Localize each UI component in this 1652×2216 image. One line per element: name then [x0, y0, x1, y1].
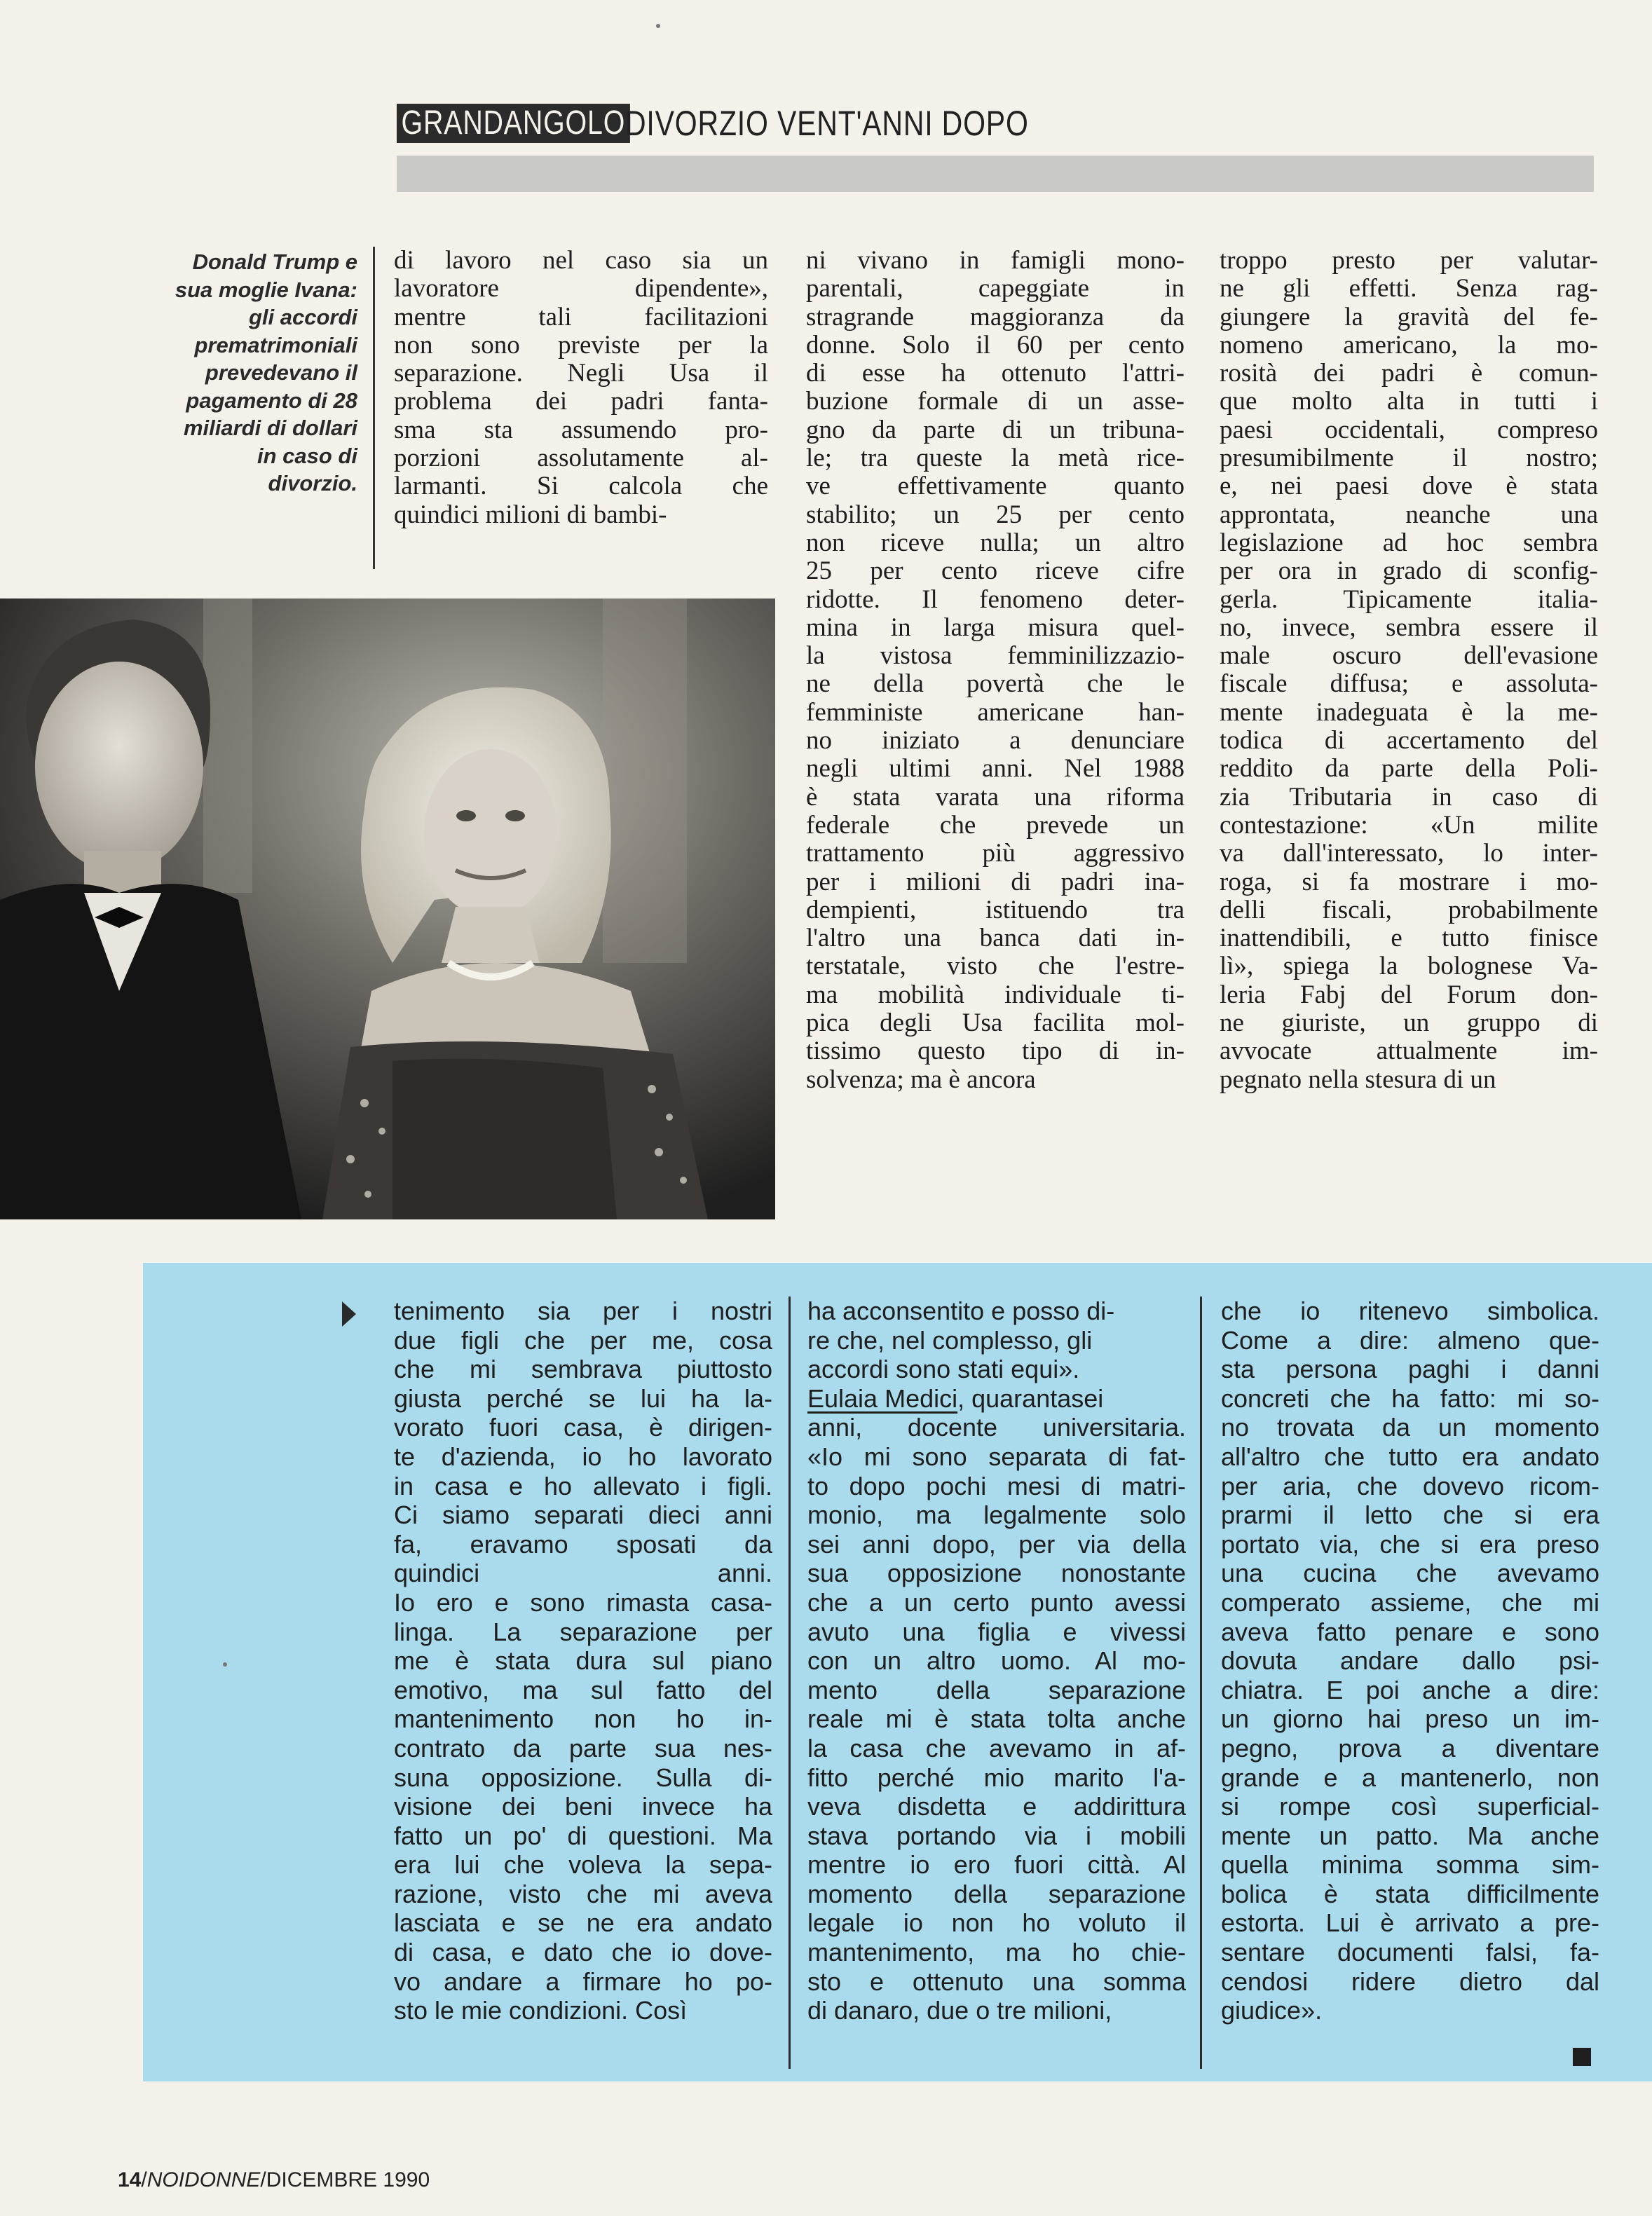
interview-line: contrato da parte sua nes-	[394, 1733, 772, 1763]
caption-line: pagamento di 28	[186, 388, 357, 413]
speaker-name: Eulaia Medici	[807, 1383, 958, 1413]
photo-icon	[0, 599, 775, 1219]
article-line: ne gli effetti. Senza rag-	[1220, 275, 1598, 303]
article-line: roga, si fa mostrare i mo-	[1220, 868, 1598, 896]
article-line: reddito da parte della Poli-	[1220, 755, 1598, 784]
article-line: troppo presto per valutar-	[1220, 247, 1598, 275]
article-line: stragrande maggioranza da	[806, 303, 1185, 331]
interview-line: giudice».	[1221, 1996, 1323, 2025]
interview-line: stava portando via i mobili	[807, 1821, 1186, 1850]
article-line: gno da parte di un tribuna-	[806, 416, 1185, 444]
photo-caption	[105, 248, 357, 498]
speaker-description: , quarantasei	[957, 1383, 1104, 1413]
article-line: trattamento più aggressivo	[806, 840, 1185, 868]
article-column-1	[394, 247, 768, 529]
caption-line: prevedevano il	[205, 360, 357, 385]
page-number: 14	[118, 2168, 142, 2191]
article-line: inattendibili, e tutto finisce	[1220, 924, 1598, 953]
article-line: giungere la gravità del fe-	[1220, 303, 1598, 331]
article-line: legislazione ad hoc sembra	[1220, 528, 1598, 557]
article-line: porzioni assolutamente al-	[394, 444, 768, 473]
caption-line: divorzio.	[268, 471, 357, 495]
section-tag: GRANDANGOLO	[397, 104, 630, 143]
interview-line: Io ero e sono rimasta casa-	[394, 1587, 772, 1617]
interview-line: vo andare a firmare ho po-	[394, 1967, 772, 1996]
article-line: ne della povertà che le	[806, 670, 1185, 699]
interview-line: che io ritenevo simbolica.	[1221, 1297, 1599, 1325]
article-line: ve effettivamente quanto	[806, 472, 1185, 501]
interview-line: tenimento sia per i nostri	[394, 1297, 772, 1325]
article-line: le; tra queste la metà rice-	[806, 444, 1185, 473]
article-line: presumibilmente il nostro;	[1220, 444, 1598, 473]
arrow-right-icon	[342, 1301, 356, 1327]
article-line: la vistosa femminilizzazio-	[806, 642, 1185, 671]
interview-line: fatto un po' di questioni. Ma	[394, 1821, 772, 1850]
interview-line: momento della separazione	[807, 1879, 1186, 1908]
column-rule	[789, 1297, 791, 2069]
interview-column-2	[807, 1297, 1186, 2025]
photo	[0, 599, 775, 1219]
interview-line: era lui che voleva la sepa-	[394, 1850, 772, 1880]
interview-line: mantenimento, ma ho chie-	[807, 1938, 1186, 1967]
interview-line: giusta perché se lui ha la-	[394, 1383, 772, 1413]
article-line: problema dei padri fanta-	[394, 388, 768, 416]
article-line: negli ultimi anni. Nel 1988	[806, 755, 1185, 784]
article-line: que molto alta in tutti i	[1220, 388, 1598, 416]
interview-line: una cucina che avevamo	[1221, 1559, 1599, 1588]
interview-line: la casa che avevamo in af-	[807, 1733, 1186, 1763]
interview-line: quella minima somma sim-	[1221, 1850, 1599, 1880]
article-line: delli fiscali, probabilmente	[1220, 896, 1598, 924]
interview-line: con un altro uomo. Al mo-	[807, 1646, 1186, 1676]
interview-line: due figli che per me, cosa	[394, 1325, 772, 1355]
article-line: contestazione: «Un milite	[1220, 811, 1598, 840]
column-rule	[1200, 1297, 1202, 2069]
article-line: per i milioni di padri ina-	[806, 868, 1185, 896]
interview-line: sta persona paghi i danni	[1221, 1355, 1599, 1384]
speck	[656, 24, 660, 28]
interview-line: chiatra. E poi anche a dire:	[1221, 1675, 1599, 1704]
article-line: è stata varata una riforma	[806, 783, 1185, 812]
interview-line: «Io mi sono separata di fat-	[807, 1442, 1186, 1471]
article-line: mente inadeguata è la me-	[1220, 698, 1598, 727]
article-line: no, invece, sembra essere il	[1220, 613, 1598, 642]
interview-line: portato via, che si era preso	[1221, 1529, 1599, 1559]
interview-line: veva disdetta e addirittura	[807, 1792, 1186, 1821]
article-line: stabilito; un 25 per cento	[806, 500, 1185, 529]
interview-line: si rompe così superficial-	[1221, 1792, 1599, 1821]
interview-line: razione, visto che mi aveva	[394, 1879, 772, 1908]
article-line: pica degli Usa facilita mol-	[806, 1009, 1185, 1038]
article-line: male oscuro dell'evasione	[1220, 642, 1598, 671]
interview-line: cendosi ridere dietro dal	[1221, 1967, 1599, 1996]
interview-line: prarmi il letto che si era	[1221, 1500, 1599, 1530]
article-line: gerla. Tipicamente italia-	[1220, 585, 1598, 614]
article-line: fiscale diffusa; e assoluta-	[1220, 670, 1598, 699]
article-line: solvenza; ma è ancora	[806, 1065, 1036, 1094]
caption-line: Donald Trump e	[192, 249, 357, 274]
interview-line: no trovata da un momento	[1221, 1413, 1599, 1442]
article-line: ne giuriste, un gruppo di	[1220, 1009, 1598, 1038]
article-line: di esse ha ottenuto l'attri-	[806, 360, 1185, 388]
interview-line: lasciata e se ne era andato	[394, 1908, 772, 1938]
article-line: per ora in grado di sconfig-	[1220, 557, 1598, 586]
speck	[223, 1662, 227, 1667]
article-line: e, nei paesi dove è stata	[1220, 472, 1598, 501]
page-footer: 14/NOIDONNE/DICEMBRE 1990	[118, 2168, 430, 2191]
article-line: mentre tali facilitazioni	[394, 303, 768, 331]
article-line: nomeno americano, la mo-	[1220, 331, 1598, 360]
article-line: parentali, capeggiate in	[806, 275, 1185, 303]
caption-line: prematrimoniali	[194, 332, 357, 357]
interview-line: reale mi è stata tolta anche	[807, 1704, 1186, 1734]
article-line: 25 per cento riceve cifre	[806, 557, 1185, 586]
article-line: ma mobilità individuale ti-	[806, 980, 1185, 1009]
article-line: paesi occidentali, compreso	[1220, 416, 1598, 444]
interview-line: vorato fuori casa, è dirigen-	[394, 1413, 772, 1442]
article-line: lavoratore dipendente»,	[394, 275, 768, 303]
article-line: ridotte. Il fenomeno deter-	[806, 585, 1185, 614]
interview-line: grande e a mantenerlo, non	[1221, 1763, 1599, 1792]
interview-line: fa, eravamo sposati da	[394, 1529, 772, 1559]
interview-line: un giorno hai preso un im-	[1221, 1704, 1599, 1734]
interview-line: sei anni dopo, per via della	[807, 1529, 1186, 1559]
article-line: larmanti. Si calcola che	[394, 472, 768, 501]
article-line: lì», spiega la bolognese Va-	[1220, 952, 1598, 981]
interview-line: estorta. Lui è arrivato a pre-	[1221, 1908, 1599, 1938]
interview-line: per aria, che dovevo ricom-	[1221, 1471, 1599, 1500]
interview-line: ha acconsentito e posso di-	[807, 1297, 1115, 1325]
interview-line: me è stata dura sul piano	[394, 1646, 772, 1676]
interview-line: te d'azienda, io ho lavorato	[394, 1442, 772, 1471]
speaker-line	[807, 1384, 1186, 1414]
interview-line: suna opposizione. Sulla di-	[394, 1763, 772, 1792]
interview-line: sto le mie condizioni. Così	[394, 1996, 688, 2025]
caption-line: miliardi di dollari	[183, 416, 357, 440]
article-line: terstatale, visto che l'estre-	[806, 952, 1185, 981]
page-header	[397, 102, 1117, 144]
interview-line: concreti che ha fatto: mi so-	[1221, 1383, 1599, 1413]
end-mark-icon	[1573, 2048, 1591, 2066]
interview-line: mente un patto. Ma anche	[1221, 1821, 1599, 1850]
interview-line: Ci siamo separati dieci anni	[394, 1500, 772, 1530]
interview-line: visione dei beni invece ha	[394, 1792, 772, 1821]
interview-line: emotivo, ma sul fatto del	[394, 1675, 772, 1704]
interview-line: che a un certo punto avessi	[807, 1587, 1186, 1617]
interview-line: comperato assieme, che mi	[1221, 1587, 1599, 1617]
interview-line: sto e ottenuto una somma	[807, 1967, 1186, 1996]
interview-line: dovuta andare dallo psi-	[1221, 1646, 1599, 1676]
article-column-2	[806, 247, 1185, 1094]
article-line: avvocate attualmente im-	[1220, 1037, 1598, 1066]
caption-line: sua moglie Ivana:	[175, 277, 357, 302]
article-line: zia Tributaria in caso di	[1220, 783, 1598, 812]
interview-line: anni, docente universitaria.	[807, 1413, 1186, 1442]
article-line: ni vivano in famigli mono-	[806, 247, 1185, 275]
interview-line: all'altro che tutto era andato	[1221, 1442, 1599, 1471]
interview-line: che mi sembrava piuttosto	[394, 1355, 772, 1384]
interview-line: Come a dire: almeno que-	[1221, 1325, 1599, 1355]
interview-line: pegno, prova a diventare	[1221, 1733, 1599, 1763]
article-line: rosità dei padri è comun-	[1220, 360, 1598, 388]
article-line: dempienti, istituendo tra	[806, 896, 1185, 924]
article-line: todica di accertamento del	[1220, 727, 1598, 755]
interview-line: legale io non ho voluto il	[807, 1908, 1186, 1938]
article-line: separazione. Negli Usa il	[394, 360, 768, 388]
interview-line: linga. La separazione per	[394, 1617, 772, 1646]
interview-column-3	[1221, 1297, 1599, 2025]
interview-line: di danaro, due o tre milioni,	[807, 1996, 1112, 2025]
article-line: approntata, neanche una	[1220, 500, 1598, 529]
interview-column-1	[394, 1297, 772, 2025]
article-line: donne. Solo il 60 per cento	[806, 331, 1185, 360]
interview-line: in casa e ho allevato i figli.	[394, 1471, 772, 1500]
article-line: sma sta assumendo pro-	[394, 416, 768, 444]
interview-line: di casa, e dato che io dove-	[394, 1938, 772, 1967]
article-line: mina in larga misura quel-	[806, 613, 1185, 642]
caption-line: in caso di	[257, 443, 357, 468]
magazine-name: NOIDONNE	[146, 2168, 261, 2191]
article-line: l'altro una banca dati in-	[806, 924, 1185, 953]
interview-line: mento della separazione	[807, 1675, 1186, 1704]
article-line: non sono previste per la	[394, 331, 768, 360]
interview-line: sentare documenti falsi, fa-	[1221, 1938, 1599, 1967]
interview-line: bolica è stata difficilmente	[1221, 1879, 1599, 1908]
article-line: no iniziato a denunciare	[806, 727, 1185, 755]
interview-line: mantenimento non ho in-	[394, 1704, 772, 1734]
article-line: va dall'interessato, lo inter-	[1220, 840, 1598, 868]
article-line: pegnato nella stesura di un	[1220, 1065, 1496, 1094]
interview-line: sua opposizione nonostante	[807, 1559, 1186, 1588]
interview-line: avuto una figlia e vivessi	[807, 1617, 1186, 1646]
issue-date: DICEMBRE 1990	[266, 2168, 430, 2191]
article-line: quindici milioni di bambi-	[394, 500, 667, 529]
interview-line: fitto perché mio marito l'a-	[807, 1763, 1186, 1792]
article-line: non riceve nulla; un altro	[806, 528, 1185, 557]
interview-line: mentre io ero fuori città. Al	[807, 1850, 1186, 1880]
interview-line: aveva fatto penare e sono	[1221, 1617, 1599, 1646]
caption-rule	[373, 247, 375, 569]
article-line: buzione formale di un asse-	[806, 388, 1185, 416]
article-line: tissimo questo tipo di in-	[806, 1037, 1185, 1066]
interview-line: monio, ma legalmente solo	[807, 1500, 1186, 1530]
caption-line: gli accordi	[248, 305, 357, 329]
article-line: di lavoro nel caso sia un	[394, 247, 768, 275]
article-line: federale che prevede un	[806, 811, 1185, 840]
interview-line: re che, nel complesso, gli	[807, 1325, 1093, 1355]
interview-line: accordi sono stati equi».	[807, 1355, 1080, 1384]
header-bar	[397, 156, 1594, 192]
article-line: leria Fabj del Forum don-	[1220, 980, 1598, 1009]
article-line: femministe americane han-	[806, 698, 1185, 727]
article-column-3	[1220, 247, 1598, 1094]
headline: DIVORZIO VENT'ANNI DOPO	[624, 104, 1029, 143]
interview-line: to dopo pochi mesi di matri-	[807, 1471, 1186, 1500]
interview-line: quindici anni.	[394, 1559, 772, 1588]
